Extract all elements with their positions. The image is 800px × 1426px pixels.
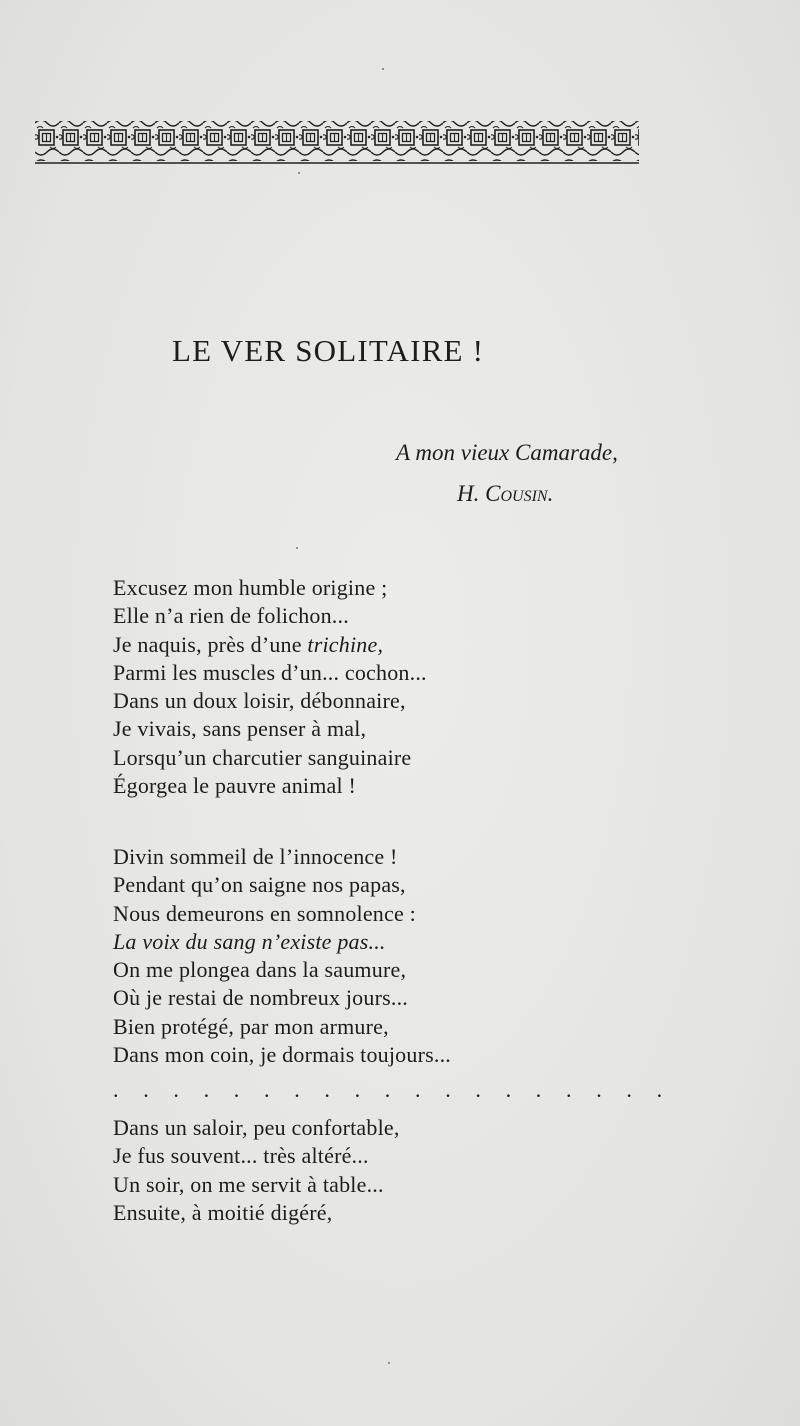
verse-line: Dans mon coin, je dormais toujours...: [113, 1042, 451, 1068]
verse-line: Égorgea le pauvre animal !: [113, 773, 357, 799]
paper-speck: [388, 1362, 390, 1364]
stanza-1: [113, 574, 427, 800]
dedication-author: [457, 481, 553, 507]
verse-line-italic: La voix du sang n’existe pas...: [113, 928, 386, 954]
verse-line: Parmi les muscles d’un... cochon...: [113, 659, 427, 685]
verse-line: [113, 631, 427, 659]
verse-line: Elle n’a rien de folichon...: [113, 603, 349, 629]
verse-line: Je vivais, sans penser à mal,: [113, 716, 367, 742]
verse-line: Je fus souvent... très altéré...: [113, 1143, 369, 1169]
author-name: Cousin.: [485, 481, 554, 506]
verse-line-start: Je naquis, près d’une: [113, 631, 308, 657]
author-initial: H.: [457, 481, 486, 506]
verse-line: Où je restai de nombreux jours...: [113, 985, 408, 1011]
paper-speck: [296, 547, 298, 549]
dedication-line: A mon vieux Camarade,: [396, 440, 618, 465]
verse-line: Ensuite, à moitié digéré,: [113, 1199, 333, 1225]
verse-line: Un soir, on me servit à table...: [113, 1171, 384, 1197]
poem-title: LE VER SOLITAIRE !: [172, 333, 485, 368]
dotted-separator: . . . . . . . . . . . . . . . . . . .: [113, 1077, 672, 1102]
verse-line: Divin sommeil de l’innocence !: [113, 844, 398, 869]
paper-speck: [298, 172, 300, 174]
verse-line: Bien protégé, par mon armure,: [113, 1013, 389, 1039]
stanza-2: [113, 843, 451, 1069]
verse-line: Nous demeurons en somnolence :: [113, 900, 416, 926]
verse-line: On me plongea dans la saumure,: [113, 957, 407, 983]
verse-line: Lorsqu’un charcutier sanguinaire: [113, 744, 412, 770]
verse-line: Dans un saloir, peu confortable,: [113, 1115, 400, 1140]
paper-speck: [382, 68, 384, 70]
verse-line-italic: trichine,: [307, 631, 384, 657]
verse-line: Dans un doux loisir, débonnaire,: [113, 688, 406, 714]
verse-line: Excusez mon humble origine ;: [113, 575, 388, 600]
ornamental-border-icon: [35, 117, 639, 165]
stanza-3: [113, 1114, 400, 1227]
verse-line: Pendant qu’on saigne nos papas,: [113, 872, 406, 898]
